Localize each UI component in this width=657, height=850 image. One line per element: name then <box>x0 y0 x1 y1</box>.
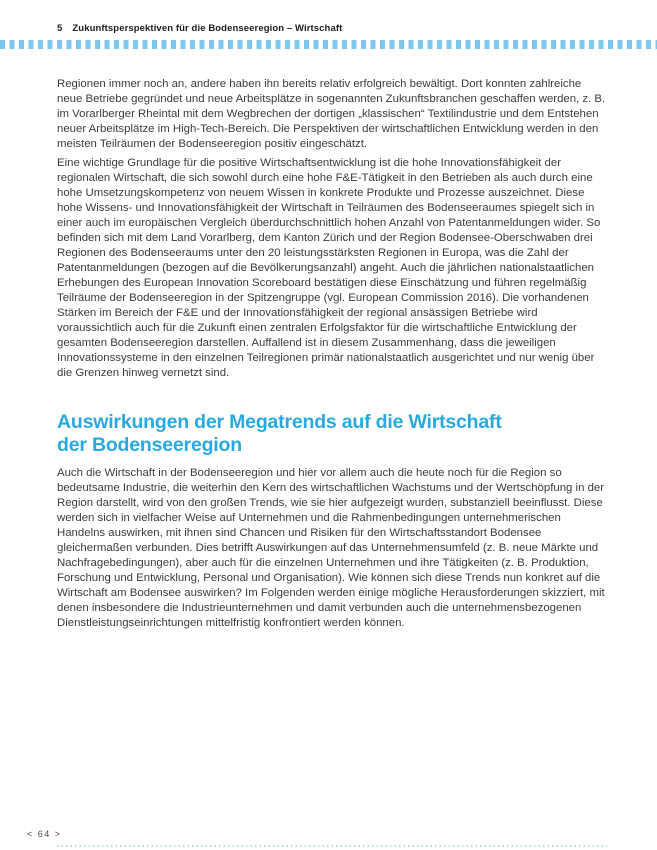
section-heading-line-1: Auswirkungen der Megatrends auf die Wirtschaft <box>57 411 502 433</box>
section-heading-line-2: der Bodenseeregion <box>57 434 242 456</box>
body-paragraph: Regionen immer noch an, andere haben ihn bereits relativ erfolgreich bewältigt. Dort konnten zahlreiche neue Betriebe gegründet und neue Arbeitsplätze in sogenannten Zukunftsbranchen geschaffen werden, z. B. im Vorarlberger Rheintal mit dem Wegbrechen der dortigen „klassischen“ Textilindustrie und dem Entstehen neuer Arbeitsplätze im High-Tech-Bereich. Die Perspektiven der wirtschaftlichen Entwicklung werden in den meisten Teilräumen der Bodenseeregion positiv eingeschätzt. <box>57 78 606 150</box>
dashed-divider <box>0 40 657 49</box>
page-number: < 64 > <box>27 829 62 839</box>
body-paragraph: Auch die Wirtschaft in der Bodenseeregion und hier vor allem auch die heute noch für die Region so bedeutsame Industrie, die weiterhin den Kern des wirtschaftlichen Wachstums und der Wertschöpfung in der Region darstellt, wird von den großen Trends, wie sie hier aufgezeigt wurden, substanziell beeinflusst. Diese werden sich in vielfacher Weise auf Unternehmen und die Rahmenbedingungen unternehmerischen Handelns auswirken, mit ihnen sind Chancen und Risiken für den Wirtschaftsstandort Bodensee gleichermaßen verbunden. Dies betrifft Auswirkungen auf das Unternehmensumfeld (z. B. neue Märkte und Nachfragebedingungen), aber auch für die einzelnen Unternehmen und ihre Tätigkeiten (z. B. Produktion, Forschung und Entwicklung, Personal und Organisation). Wie können sich diese Trends nun konkret auf die Wirtschaft am Bodensee auswirken? Im Folgenden werden einige mögliche Herausforderungen skizziert, mit denen insbesondere die Industrieunternehmen und damit verbunden auch die unternehmensbezogenen Dienstleistungseinrichtungen mittelfristig konfrontiert werden können. <box>57 467 605 629</box>
dotted-divider <box>57 845 607 847</box>
section-heading <box>57 411 607 457</box>
running-header <box>57 23 342 34</box>
chapter-title: Zukunftsperspektiven für die Bodenseeregion – Wirtschaft <box>72 23 343 34</box>
body-paragraph: Eine wichtige Grundlage für die positive Wirtschaftsentwicklung ist die hohe Innovationsfähigkeit der regionalen Wirtschaft, die sich sowohl durch eine hohe F&E-Tätigkeit in den Betrieben als auch durch eine hohe Umsetzungskompetenz von neuem Wissen in konkrete Produkte und Prozesse auszeichnet. Diese hohe Wissens- und Innovationsfähigkeit der Wirtschaft in Teilräumen des Bodenseeraumes spiegelt sich in einer auch im europäischen Vergleich überdurchschnittlich hohen Anzahl von Patentanmeldungen wider. So befinden sich mit dem Land Vorarlberg, dem Kanton Zürich und der Region Bodensee-Oberschwaben drei Regionen des Bodenseeraums unter den 20 leistungsstärksten Regionen in Europa, was die Zahl der Patentanmeldungen (bezogen auf die Bevölkerungsanzahl) angeht. Auch die jährlichen nationalstaatlichen Erhebungen des European Innovation Scoreboard bestätigen diese Einschätzung und führen regelmäßig Teilräume der Bodenseeregion in der Spitzengruppe (vgl. European Commission 2016). Die vorhandenen Stärken im Bereich der F&E und der Innovationsfähigkeit der regional ansässigen Betriebe wird voraussichtlich auch für die Zukunft einen zentralen Erfolgsfaktor für die wirtschaftliche Entwicklung der gesamten Bodenseeregion darstellen. Auffallend ist in diesem Zusammenhang, dass die jeweiligen Innovationssysteme in den einzelnen Teilregionen primär nationalstaatlich ausgerichtet und nur wenig über die Grenzen hinweg vernetzt sind. <box>57 157 601 379</box>
page-body <box>57 77 607 635</box>
chapter-number: 5 <box>57 23 63 34</box>
